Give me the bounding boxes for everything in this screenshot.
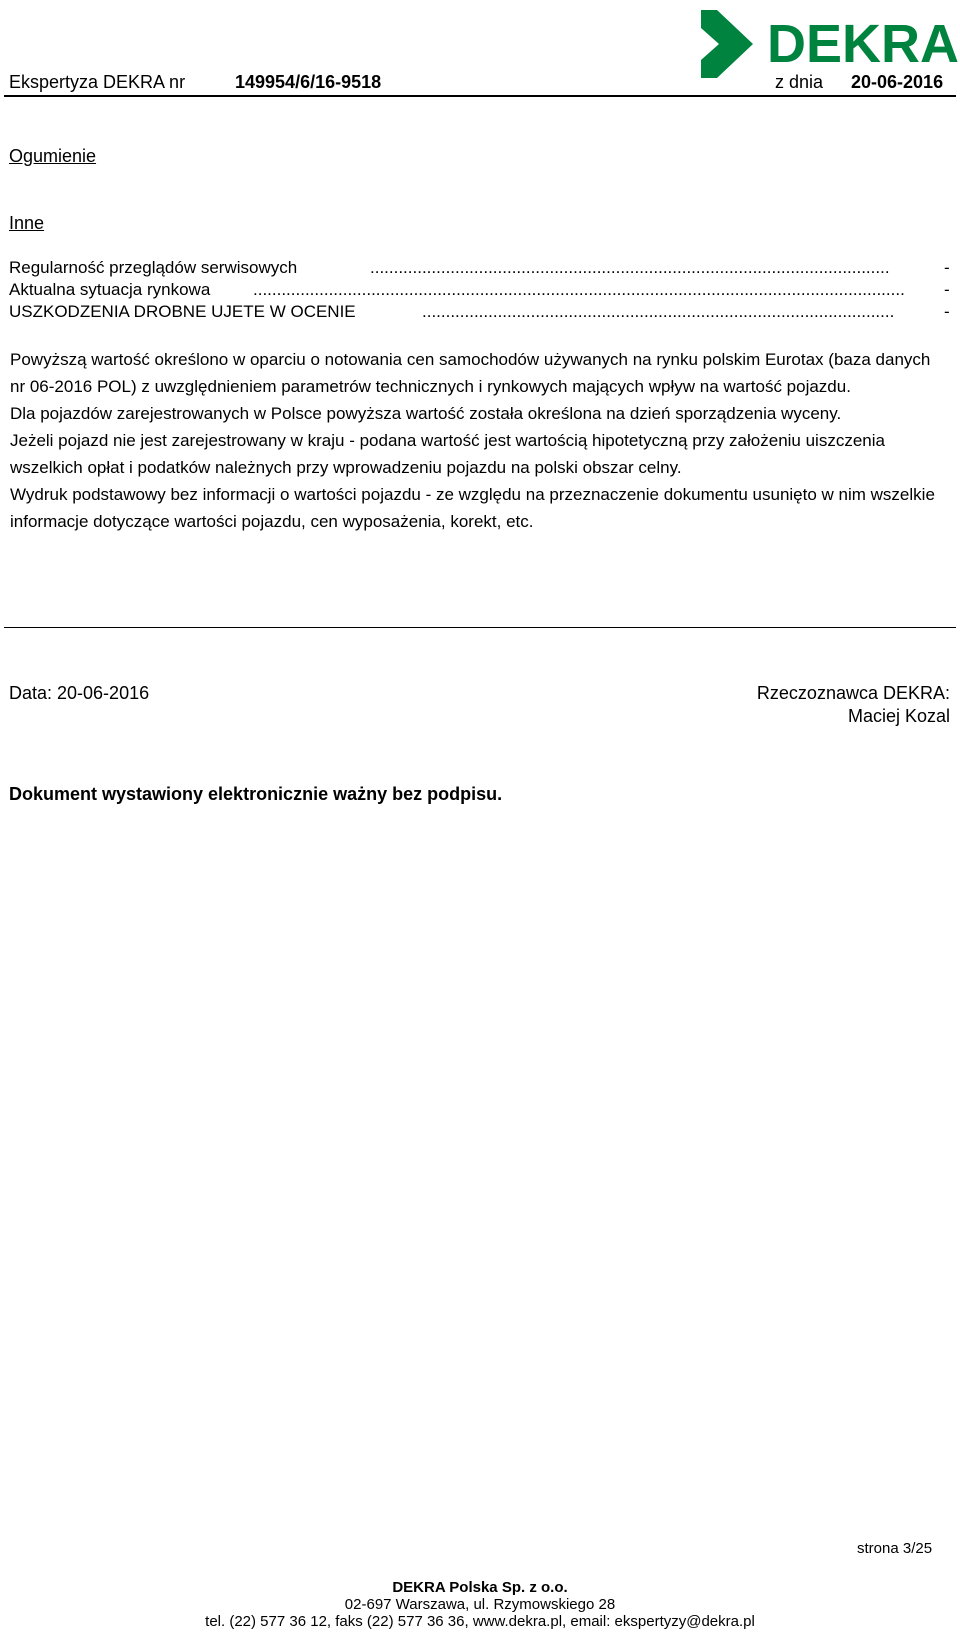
item-leader: .................................................................................................... <box>422 302 895 321</box>
section-heading-other: Inne <box>9 213 45 233</box>
signature-date: Data: 20-06-2016 <box>9 683 150 703</box>
paragraph: Powyższą wartość określono w oparciu o notowania cen samochodów używanych na rynku polskim Eurotax (baza danych nr 06-2016 POL) z uwzględnieniem parametrów technicznych i rynkowych mających wpływ na wartość pojazdu. <box>10 350 931 396</box>
doc-label: Ekspertyza DEKRA nr <box>9 72 186 92</box>
item-leader: .............................................................................................................. <box>370 258 890 277</box>
dekra-logo <box>697 4 959 80</box>
section-heading-tires: Ogumienie <box>9 146 97 166</box>
dekra-logo-icon <box>697 4 959 80</box>
item-label: Regularność przeglądów serwisowych <box>9 258 298 277</box>
footer-contact: tel. (22) 577 36 12, faks (22) 577 36 36, www.dekra.pl, email: ekspertyzy@dekra.pl <box>205 1613 755 1630</box>
page-number: strona 3/25 <box>857 1540 933 1557</box>
footer-company: DEKRA Polska Sp. z o.o. <box>392 1579 568 1596</box>
expert-name: Maciej Kozal <box>847 706 950 726</box>
date-value: 20-06-2016 <box>851 72 944 92</box>
item-value: - <box>944 280 950 299</box>
electronic-notice: Dokument wystawiony elektronicznie ważny bez podpisu. <box>9 784 503 804</box>
item-label: USZKODZENIA DROBNE UJETE W OCENIE <box>9 302 356 321</box>
valuation-notes <box>10 346 950 535</box>
content-rule <box>4 627 956 628</box>
item-leader: .......................................................................................................................................... <box>253 280 905 299</box>
doc-number: 149954/6/16-9518 <box>235 72 382 92</box>
logo-text: DEKRA <box>767 14 959 74</box>
item-value: - <box>944 302 950 321</box>
item-label: Aktualna sytuacja rynkowa <box>9 280 211 299</box>
item-value: - <box>944 258 950 277</box>
paragraph: Dla pojazdów zarejestrowanych w Polsce powyższa wartość została określona na dzień sporządzenia wyceny. <box>10 404 842 423</box>
paragraph: Jeżeli pojazd nie jest zarejestrowany w kraju - podana wartość jest wartością hipotetyczną przy założeniu uiszczenia wszelkich opłat i podatków należnych przy wprowadzeniu pojazdu na polski obszar celny. <box>10 431 885 477</box>
expert-label: Rzeczoznawca DEKRA: <box>756 683 950 703</box>
paragraph: Wydruk podstawowy bez informacji o wartości pojazdu - ze względu na przeznaczenie dokumentu usunięto w nim wszelkie informacje dotyczące wartości pojazdu, cen wyposażenia, korekt, etc. <box>10 485 935 531</box>
footer-address: 02-697 Warszawa, ul. Rzymowskiego 28 <box>344 1596 616 1613</box>
date-label: z dnia <box>775 72 824 92</box>
header-rule <box>4 95 956 97</box>
